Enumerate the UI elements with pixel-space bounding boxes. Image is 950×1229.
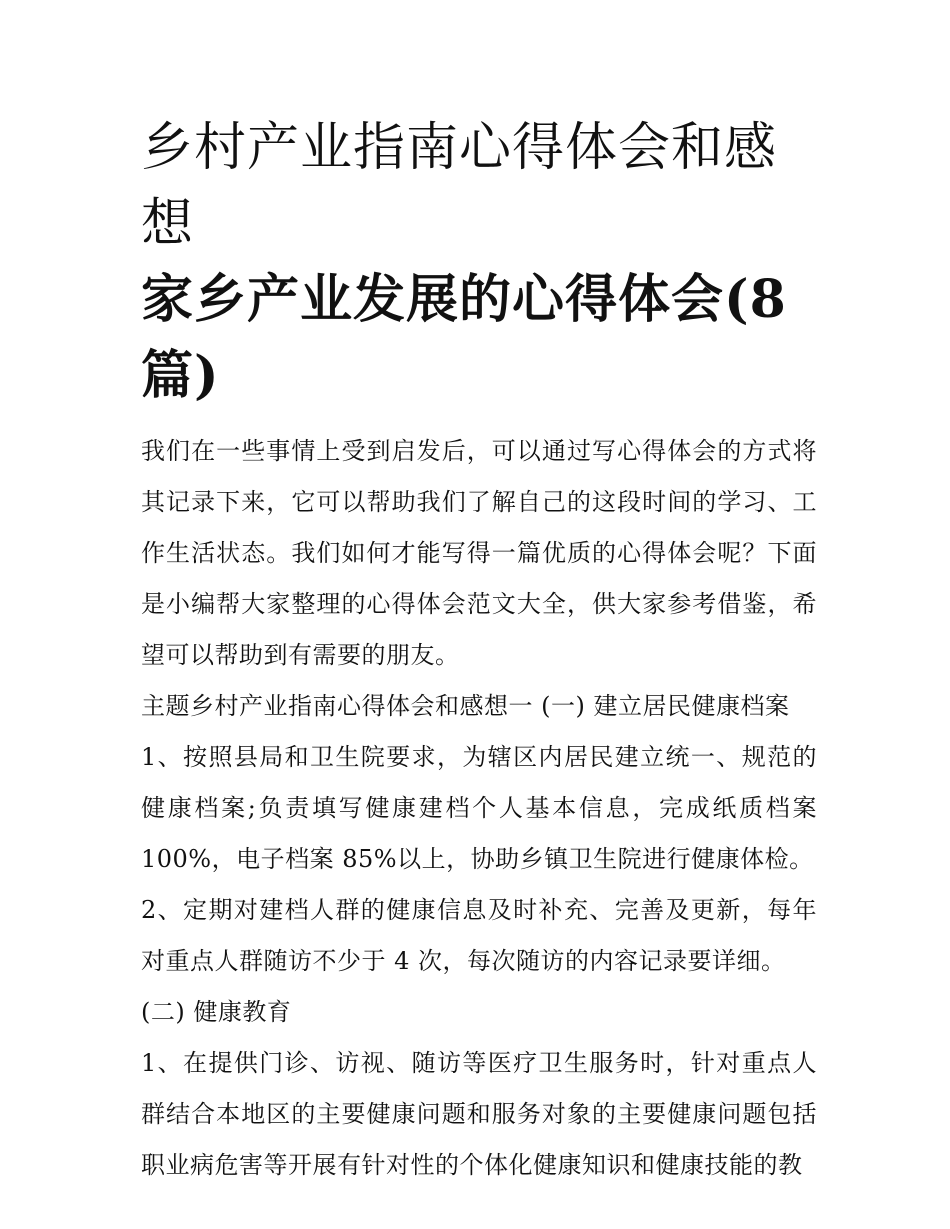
title-line: 家乡产业发展的心得体会(8 — [141, 269, 787, 330]
list-item: 1、在提供门诊、访视、随访等医疗卫生服务时，针对重点人群结合本地区的主要健康问题和服务对象的主要健康问题包括职业病危害等开展有针对性的个体化健康知识和健康技能的教 — [141, 1049, 817, 1179]
list-item: 1、按照县局和卫生院要求，为辖区内居民建立统一、规范的健康档案;负责填写健康建档个人基本信息，完成纸质档案100%，电子档案 85%以上，协助乡镇卫生院进行健康体检。 — [141, 743, 817, 873]
document-body — [141, 426, 817, 1191]
title-line: 篇) — [141, 345, 220, 406]
section-heading: 主题乡村产业指南心得体会和感想一 (一) 建立居民健康档案 — [141, 692, 790, 720]
list-item: 2、定期对建档人群的健康信息及时补充、完善及更新，每年对重点人群随访不少于 4 次，每次随访的内容记录要详细。 — [141, 896, 817, 975]
intro-paragraph: 我们在一些事情上受到启发后，可以通过写心得体会的方式将其记录下来，它可以帮助我们了解自己的这段时间的学习、工作生活状态。我们如何才能写得一篇优质的心得体会呢？下面是小编帮大家整理的心得体会范文大全，供大家参考借鉴，希望可以帮助到有需要的朋友。 — [141, 437, 817, 669]
title-line: 乡村产业指南心得体会和感想 — [141, 118, 778, 254]
section-heading: (二) 健康教育 — [141, 998, 292, 1026]
document-title — [141, 110, 817, 414]
document-page — [141, 110, 817, 1191]
